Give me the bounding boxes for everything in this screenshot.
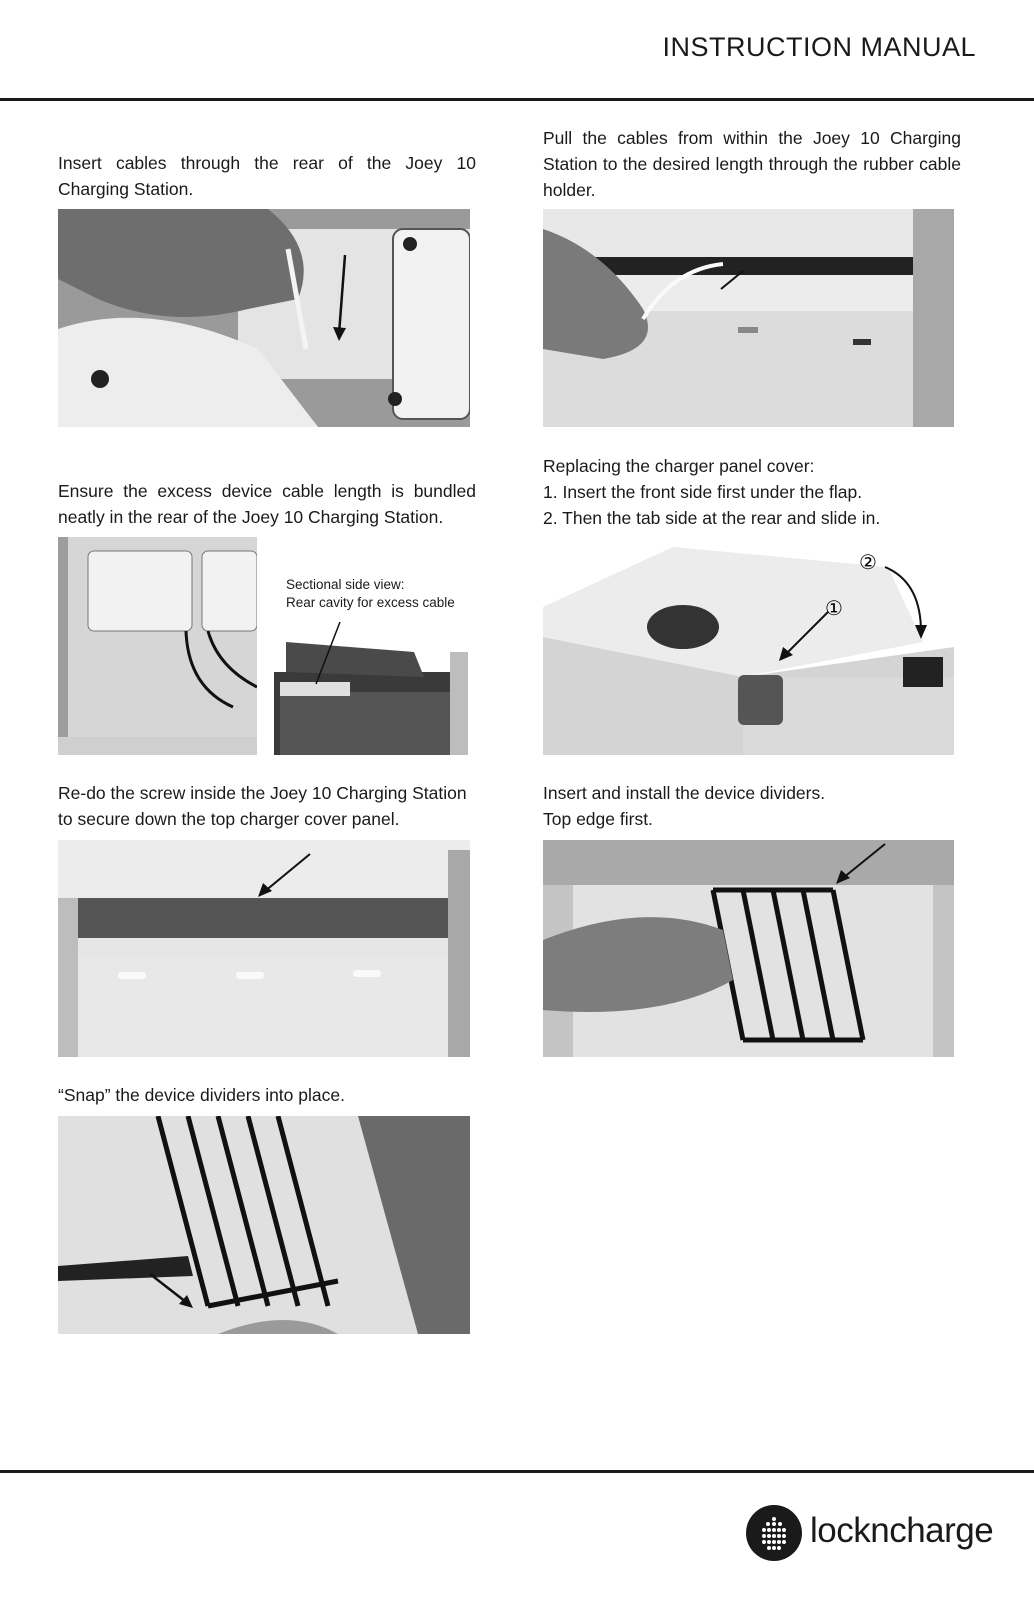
footer-rule [0,1470,1034,1473]
step-pull-cables-caption [543,125,961,203]
step-line: 1. Insert the front side first under the flap. [543,482,863,502]
brand-logo [746,1505,994,1565]
step-redo-screw-caption [58,780,476,832]
step-insert-cables-caption [58,150,476,202]
step-replace-cover-caption [543,453,961,531]
step-text: Re-do the screw inside the Joey 10 Charging Station to secure down the top charger cover panel. [58,783,467,829]
photo-redo-screw [58,840,470,1057]
header-rule [0,98,1034,101]
step-line: Top edge first. [543,809,653,829]
step-insert-dividers-caption [543,780,961,832]
sectional-view-diagram [274,622,468,755]
photo-snap-dividers [58,1116,470,1334]
step-line: Insert and install the device dividers. [543,783,826,803]
photo-bundle-cables [58,537,257,755]
step-text: Pull the cables from within the Joey 10 Charging Station to the desired length through the rubber cable holder. [543,128,961,200]
step-snap-dividers-caption [58,1082,476,1108]
photo-replace-cover [543,537,954,755]
sectional-view-title: Sectional side view: [286,577,405,592]
step-text: Ensure the excess device cable length is bundled neatly in the rear of the Joey 10 Charging Station. [58,481,476,527]
step-line: 2. Then the tab side at the rear and slide in. [543,508,881,528]
step-title: Replacing the charger panel cover: [543,456,815,476]
page-header-title: INSTRUCTION MANUAL [662,32,976,62]
logo-mark-icon [746,1505,802,1561]
photo-insert-dividers [543,840,954,1057]
step-text: Insert cables through the rear of the Joey 10 Charging Station. [58,153,476,199]
step-bundle-cables-caption [58,478,476,530]
photo-pull-cables [543,209,954,427]
sectional-view-subtitle: Rear cavity for excess cable [286,595,455,610]
step-text: “Snap” the device dividers into place. [58,1085,345,1105]
photo-insert-cables [58,209,470,427]
callout-two: ② [859,550,877,574]
logo-wordmark: lockncharge [810,1511,994,1550]
sectional-view-caption [286,576,455,612]
callout-one: ① [825,596,843,620]
